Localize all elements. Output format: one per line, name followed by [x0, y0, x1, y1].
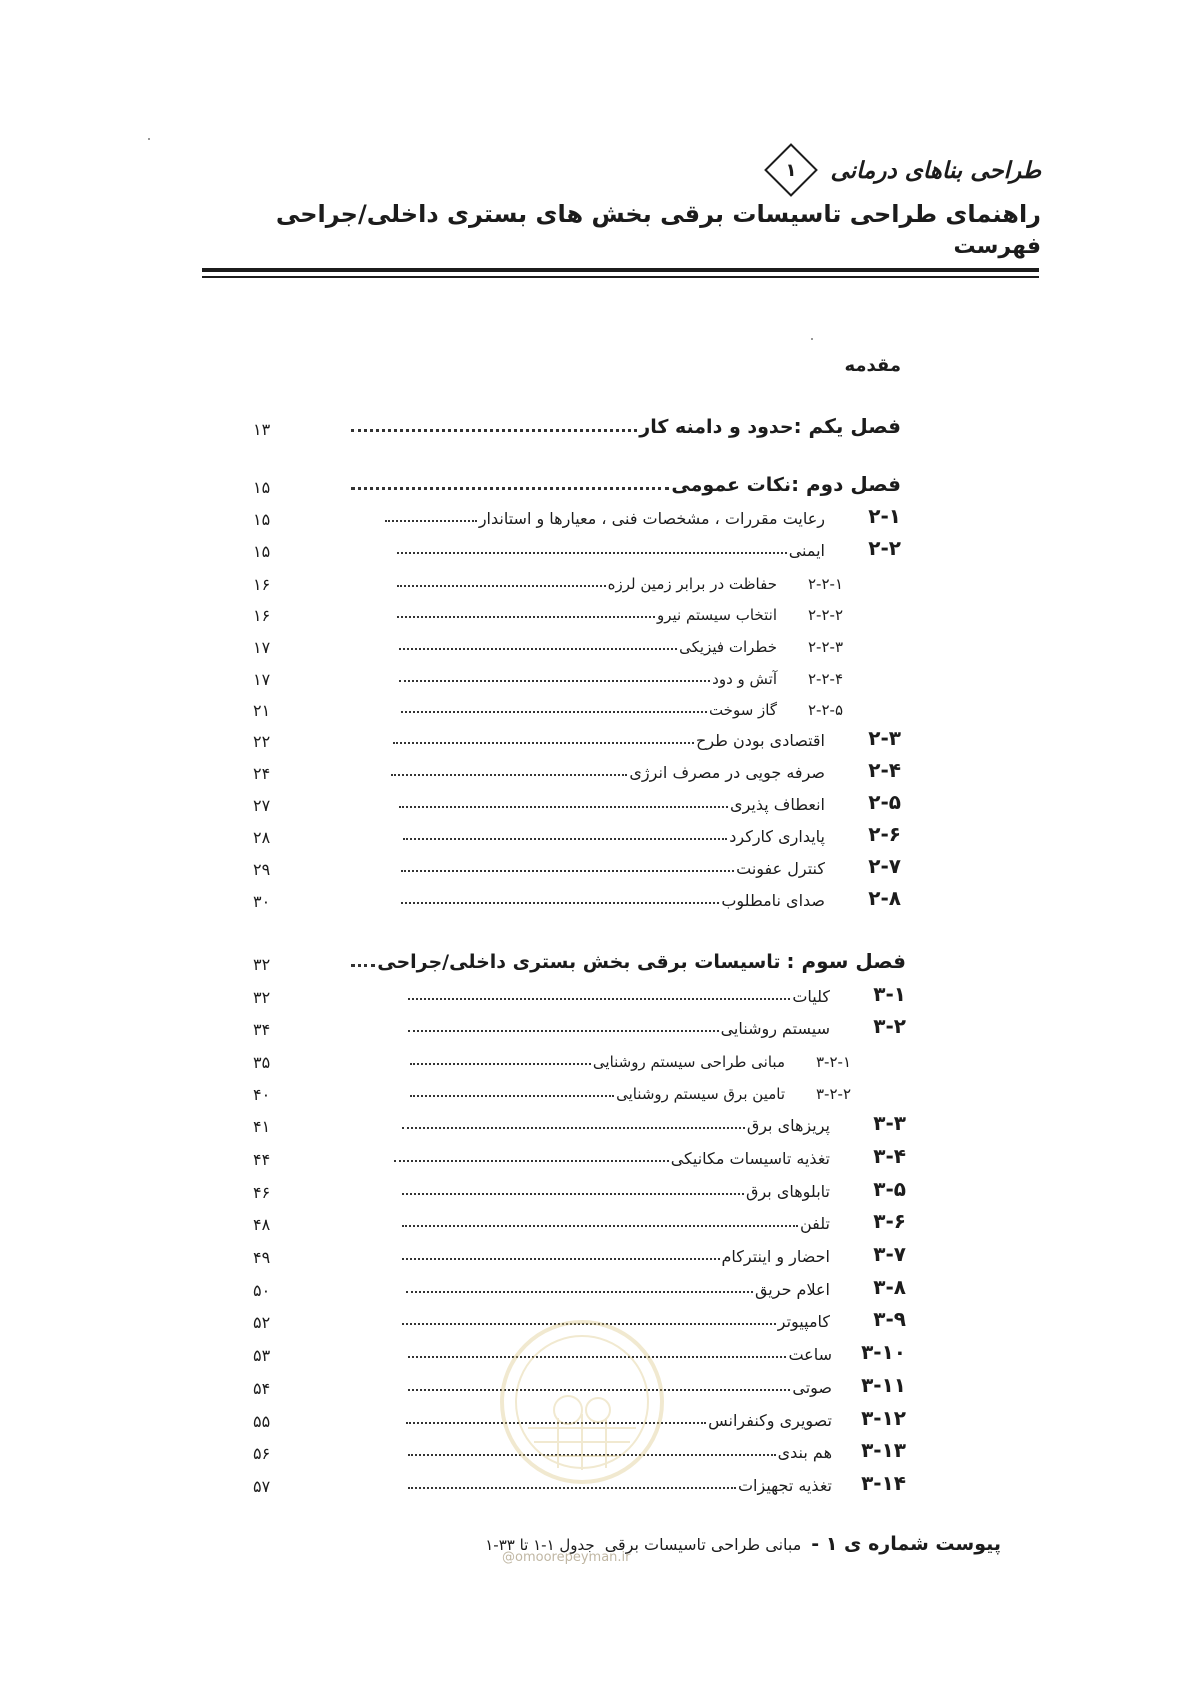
toc-leader	[351, 964, 375, 967]
toc-entry-number: ۲-۶	[868, 822, 901, 846]
toc-entry[interactable]	[351, 410, 901, 438]
toc-entry-number: ۳-۱۲	[861, 1406, 906, 1430]
toc-leader	[401, 870, 734, 872]
toc-entry[interactable]	[408, 1010, 906, 1038]
toc-entry[interactable]	[394, 1140, 906, 1168]
toc-leader	[410, 1095, 614, 1097]
toc-entry-number: فصل دوم :	[791, 472, 901, 496]
toc-leader	[399, 648, 677, 650]
toc-entry-page: ۲۷	[253, 796, 271, 815]
watermark-url: @omoorepeyman.ir	[502, 1550, 631, 1565]
toc-entry[interactable]	[401, 850, 901, 878]
toc-entry-number: ۳-۵	[873, 1177, 906, 1201]
toc-entry-page: ۱۵	[253, 478, 271, 497]
toc-entry-page: ۳۲	[253, 988, 271, 1007]
toc-entry-page: ۵۷	[253, 1477, 271, 1496]
toc-entry-label: رعایت مقررات ، مشخصات فنی ، معیارها و استاندار	[478, 509, 825, 528]
toc-entry-page: ۵۶	[253, 1444, 271, 1463]
toc-entry-label: حفاظت در برابر زمین لرزه	[607, 575, 777, 593]
toc-leader	[391, 774, 627, 776]
toc-entry-number: ۲-۱	[868, 504, 901, 528]
toc-leader	[403, 838, 727, 840]
toc-entry[interactable]	[397, 532, 901, 560]
toc-leader	[385, 520, 477, 522]
toc-entry-page: ۴۶	[253, 1183, 271, 1202]
appendix-label: پیوست شماره ی ۱ -	[811, 1533, 1001, 1555]
appendix-description: مبانی طراحی تاسیسات برقی	[604, 1535, 802, 1554]
toc-entry-page: ۱۵	[253, 510, 271, 529]
toc-entry-page: ۴۱	[253, 1117, 271, 1136]
toc-entry-page: ۲۱	[253, 701, 271, 720]
toc-entry-page: ۳۰	[253, 892, 271, 911]
section-title: فهرست	[953, 234, 1041, 259]
toc-entry-number: ۲-۲-۵	[808, 701, 843, 719]
toc-entry-number: ۳-۶	[873, 1209, 906, 1233]
toc-entry-number: ۲-۴	[868, 758, 901, 782]
toc-entry-page: ۴۰	[253, 1085, 271, 1104]
toc-entry-page: ۵۳	[253, 1346, 271, 1365]
toc-entry-label: تامین برق سیستم روشنایی	[616, 1085, 785, 1103]
toc-entry-number: ۳-۷	[873, 1242, 906, 1266]
toc-entry[interactable]	[391, 754, 901, 782]
toc-entry-label: کامپیوتر	[777, 1312, 830, 1331]
toc-entry[interactable]	[403, 818, 901, 846]
toc-entry-label: تغذیه تجهیزات	[737, 1476, 832, 1495]
toc-entry[interactable]	[399, 660, 843, 688]
toc-entry-label: کنترل عفونت	[736, 859, 825, 878]
toc-leader	[402, 1258, 720, 1260]
toc-entry[interactable]	[402, 1107, 906, 1135]
toc-leader	[406, 1291, 753, 1293]
toc-leader	[351, 487, 669, 490]
toc-entry[interactable]	[402, 1238, 906, 1266]
toc-leader	[408, 1487, 736, 1489]
toc-leader	[399, 680, 710, 682]
toc-entry-number: ۲-۲-۱	[808, 575, 843, 593]
toc-entry-page: ۴۹	[253, 1248, 271, 1267]
toc-entry-label: تاسیسات برقی بخش بستری داخلی/جراحی	[377, 951, 781, 973]
toc-entry-label: تابلوهای برق	[746, 1182, 830, 1201]
toc-entry-number: ۳-۱۰	[861, 1340, 906, 1364]
toc-entry-label: گاز سوخت	[708, 701, 777, 719]
toc-entry-page: ۵۴	[253, 1379, 271, 1398]
toc-entry-label: مبانی طراحی سیستم روشنایی	[592, 1053, 785, 1071]
toc-entry-page: ۴۴	[253, 1150, 271, 1169]
toc-entry-number: فصل سوم :	[786, 949, 906, 973]
series-number: ۱	[785, 159, 797, 181]
toc-entry-number: ۲-۳	[868, 726, 901, 750]
toc-entry-page: ۵۰	[253, 1281, 271, 1300]
toc-entry-label: صوتی	[792, 1378, 832, 1397]
toc-entry-page: ۲۴	[253, 764, 271, 783]
toc-leader	[399, 806, 728, 808]
toc-entry-label: احضار و اینترکام	[721, 1247, 830, 1266]
toc-entry-number: ۲-۲-۲	[808, 606, 843, 624]
toc-entry-page: ۱۳	[253, 420, 271, 439]
toc-entry-label: ایمنی	[788, 541, 825, 560]
toc-entry-label: پریزهای برق	[746, 1116, 830, 1135]
toc-entry-number: ۲-۸	[868, 886, 901, 910]
toc-entry-page: ۲۹	[253, 860, 271, 879]
toc-leader	[401, 711, 707, 713]
toc-entry[interactable]	[399, 786, 901, 814]
toc-entry-label: تغذیه تاسیسات مکانیکی	[670, 1149, 830, 1168]
toc-entry-label: تلفن	[799, 1214, 830, 1233]
toc-entry-number: ۳-۲	[873, 1014, 906, 1038]
toc-leader	[397, 616, 655, 618]
toc-leader	[397, 552, 787, 554]
toc-entry-label: انتخاب سیستم نیرو	[657, 606, 777, 624]
toc-entry-number: ۲-۲-۳	[808, 638, 843, 656]
toc-leader	[402, 1127, 745, 1129]
toc-entry[interactable]	[410, 1075, 851, 1103]
toc-entry-number: ۲-۲-۴	[808, 670, 843, 688]
toc-entry[interactable]	[410, 1043, 851, 1071]
toc-entry[interactable]	[406, 1271, 906, 1299]
toc-entry-label: آتش و دود	[712, 670, 777, 688]
toc-entry-page: ۱۷	[253, 670, 271, 689]
toc-entry[interactable]	[401, 691, 843, 719]
watermark-seal-icon	[498, 1318, 666, 1486]
toc-leader	[408, 1030, 719, 1032]
toc-entry-number: ۲-۷	[868, 854, 901, 878]
toc-entry-page: ۱۶	[253, 606, 271, 625]
toc-entry-page: ۳۵	[253, 1053, 271, 1072]
toc-entry-number: ۲-۲	[868, 536, 901, 560]
toc-entry-label: حدود و دامنه کار	[639, 416, 794, 438]
toc-leader	[401, 902, 719, 904]
toc-entry-number: ۳-۸	[873, 1275, 906, 1299]
toc-leader	[402, 1193, 744, 1195]
toc-entry[interactable]	[402, 1205, 906, 1233]
toc-entry-page: ۵۲	[253, 1313, 271, 1332]
toc-leader	[394, 1160, 669, 1162]
toc-entry-page: ۵۵	[253, 1412, 271, 1431]
toc-entry-number: ۳-۴	[873, 1144, 906, 1168]
toc-entry-label: سیستم روشنایی	[720, 1019, 830, 1038]
toc-entry-label: هم بندی	[777, 1443, 832, 1462]
toc-entry[interactable]	[397, 565, 843, 593]
toc-entry-page: ۳۴	[253, 1020, 271, 1039]
toc-entry-label: کلیات	[792, 987, 830, 1006]
toc-intro: مقدمه	[844, 355, 901, 376]
toc-entry-number: ۲-۵	[868, 790, 901, 814]
toc-entry[interactable]	[397, 596, 843, 624]
toc-leader	[351, 429, 637, 432]
toc-entry-number: ۳-۲-۱	[816, 1053, 851, 1071]
toc-leader	[408, 998, 790, 1000]
toc-leader	[397, 585, 606, 587]
toc-entry-page: ۱۶	[253, 575, 271, 594]
toc-entry-label: انعطاف پذیری	[730, 795, 825, 814]
toc-leader	[393, 742, 694, 744]
toc-entry-label: ساعت	[788, 1345, 832, 1364]
toc-entry-label: نکات عمومی	[671, 474, 792, 496]
toc-leader	[402, 1225, 798, 1227]
toc-entry-number: ۳-۹	[873, 1307, 906, 1331]
toc-entry-page: ۴۸	[253, 1215, 271, 1234]
toc-entry-page: ۱۵	[253, 542, 271, 561]
series-title: طراحی بناهای درمانی	[830, 156, 1041, 184]
toc-entry-page: ۲۲	[253, 732, 271, 751]
toc-entry-number: ۳-۱۱	[861, 1373, 906, 1397]
toc-entry-label: خطرات فیزیکی	[679, 638, 777, 656]
toc-entry-number: ۳-۲-۲	[816, 1085, 851, 1103]
toc-entry-label: اعلام حریق	[754, 1280, 830, 1299]
toc-entry-label: اقتصادی بودن طرح	[696, 731, 825, 750]
toc-entry[interactable]	[408, 978, 906, 1006]
toc-entry[interactable]	[351, 468, 901, 496]
toc-leader	[410, 1063, 591, 1065]
toc-entry[interactable]	[399, 628, 843, 656]
appendix-table-ref: جدول ۱-۱ تا ۳۳-۱	[485, 1536, 595, 1554]
toc-entry-page: ۳۲	[253, 955, 271, 974]
toc-entry[interactable]	[385, 500, 901, 528]
toc-entry-number: فصل یکم :	[793, 414, 901, 438]
toc-entry-label: صرفه جویی در مصرف انرژی	[629, 763, 825, 782]
toc-entry[interactable]	[402, 1173, 906, 1201]
document-title: راهنمای طراحی تاسیسات برقی بخش های بستری داخلی/جراحی	[275, 200, 1041, 228]
toc-entry-number: ۳-۱۳	[861, 1438, 906, 1462]
toc-entry-number: ۳-۱۴	[861, 1471, 906, 1495]
toc-entry-page: ۲۸	[253, 828, 271, 847]
toc-entry-label: تصویری وکنفرانس	[708, 1411, 832, 1430]
toc-entry[interactable]	[393, 722, 901, 750]
toc-entry-number: ۳-۳	[873, 1111, 906, 1135]
toc-entry-page: ۱۷	[253, 638, 271, 657]
toc-entry[interactable]	[401, 882, 901, 910]
toc-entry[interactable]	[351, 945, 906, 973]
toc-entry-label: صدای نامطلوب	[721, 891, 825, 910]
toc-entry-label: پایداری کارکرد	[729, 827, 825, 846]
toc-entry-number: ۳-۱	[873, 982, 906, 1006]
